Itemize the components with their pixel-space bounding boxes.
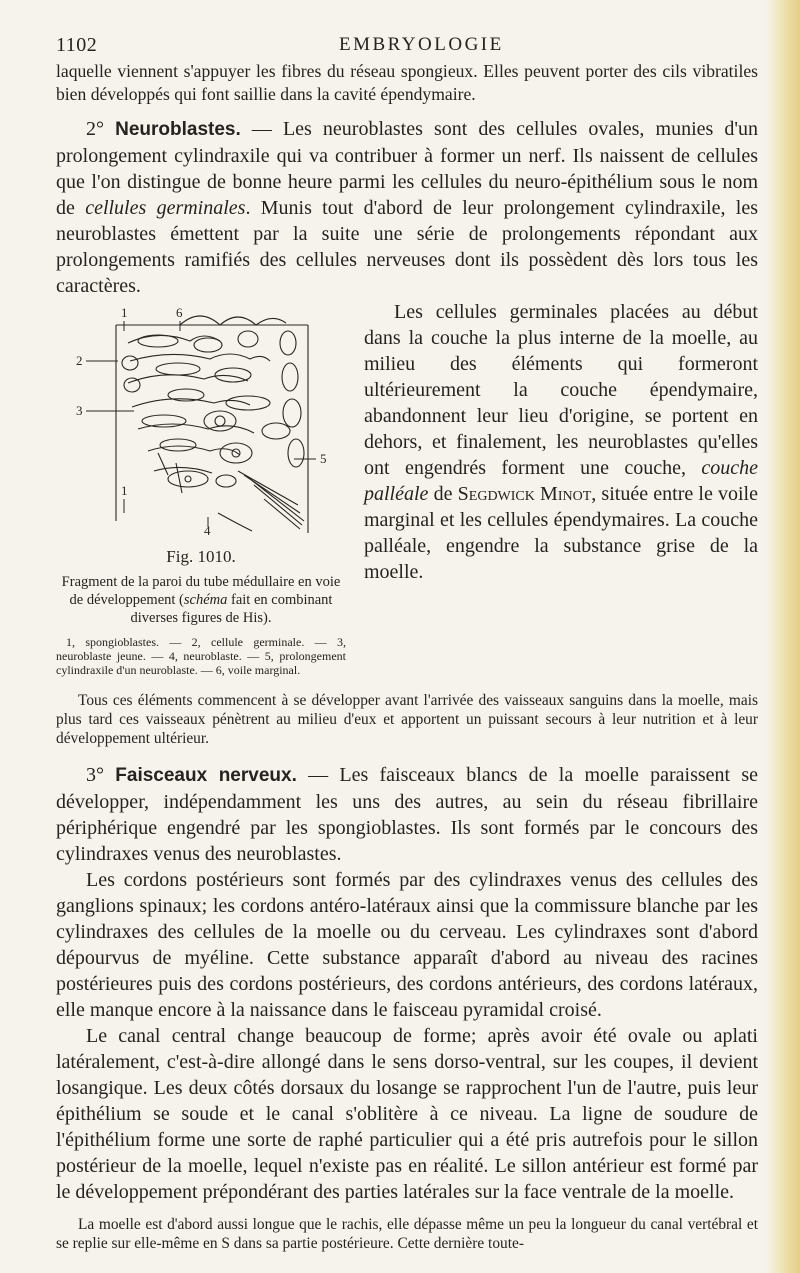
callout-3: 3: [76, 403, 83, 418]
figure-caption-em: schéma: [183, 592, 228, 608]
section2-number: 2°: [86, 118, 104, 140]
section3-para1-text: — Les faisceaux blancs de la moelle paraissent se développer, indépendamment les uns des autres, au sein du réseau fibrillaire périphérique engendré par les spongioblastes. Ils sont formés par le concours des cylindraxes venus des neuroblastes.: [56, 764, 759, 865]
section2-title: Neuroblastes.: [115, 119, 241, 140]
section3-para2: Les cordons postérieurs sont formés par des cylindraxes venus des cellules des ganglions spinaux; les cordons antéro-latéraux ainsi que la commissure blanche par les cylindraxes des cellules de la moelle ou du cerveau. Les cylindraxes sont d'abord dépourvus de myéline. Cette substance apparaît d'abord au niveau des racines postérieures puis des cordons postérieurs, des cordons antérieurs, des cordons latéraux, elle manque encore à la naissance dans le faisceau pyramidal croisé.: [56, 869, 758, 1021]
figure-label: Fig. 1010.: [166, 547, 236, 566]
callout-1-bottom: 1: [121, 483, 128, 498]
page-header: [56, 0, 758, 60]
figure-caption-end: fait en combinant diverses figures de His).: [130, 592, 333, 626]
section2-para2-mid: de: [428, 483, 458, 505]
section2-para1: [56, 116, 758, 299]
callout-2: 2: [76, 353, 83, 368]
figure-caption-start: Fragment de la paroi du tube médullaire en voie de développement (: [61, 574, 341, 608]
small-paragraph: Tous ces éléments commencent à se développer avant l'arrivée des vaisseaux sanguins dans la moelle, mais plus tard ces vaisseaux pénètrent au milieu d'eux et apportent un puissant secours à leur nutrition et à leur développement ultérieur.: [56, 692, 758, 747]
callout-4: 4: [204, 523, 211, 538]
section2-para1-text: — Les neuroblastes sont des cellules ovales, munies d'un prolongement cylindraxile qui va contribuer à former un nerf. Ils naissent de cellules que l'on distingue de bonne heure parmi les cellules du neuro-épithélium sous le nom de: [56, 118, 758, 219]
author-name: Segdwick Minot: [457, 483, 592, 505]
section2-em-term: cellules germinales: [85, 197, 246, 219]
final-small-paragraph: La moelle est d'abord aussi longue que le rachis, elle dépasse même un peu la longueur du canal vertébral et se replie sur elle-même en S dans sa partie postérieure. Cette dernière toute-: [56, 1216, 758, 1252]
intro-paragraph: laquelle viennent s'appuyer les fibres du réseau spongieux. Elles peuvent porter des cils vibratiles bien développés qui font saillie dans la cavité épendymaire.: [56, 61, 758, 104]
section2-para1-end: . Munis tout d'abord de leur prolongement cylindraxile, les neuroblastes émettent par la suite une série de prolongements répondant aux prolongements ramifiés des cellules nerveuses dont ils possèdent dès lors tous les caractères.: [56, 197, 758, 297]
running-title: EMBRYOLOGIE: [339, 34, 504, 55]
section3-para3: Le canal central change beaucoup de forme; après avoir été ovale ou aplati latéralement, c'est-à-dire allongé dans le sens dorso-ventral, sur les coupes, il devient losangique. Les deux côtés dorsaux du losange se rapprochent l'un de l'autre, puis leur épithélium se soude et le canal s'oblitère à ce niveau. La ligne de soudure de l'épithélium forme une sorte de raphé particulier qui a été pris autrefois pour le sillon postérieur de la moelle, lequel n'existe pas en réalité. Le sillon antérieur est formé par le développement prépondérant des parties latérales sur la face ventrale de la moelle.: [56, 1025, 758, 1203]
section3-para1: [56, 762, 758, 867]
couche-palleale-term: couche palléale: [364, 457, 758, 505]
figure-caption: [56, 573, 346, 627]
section2-para2-end: , située entre le voile marginal et les cellules épendymaires. La couche palléale, engendre la substance grise de la moelle.: [364, 483, 758, 583]
callout-5: 5: [320, 451, 327, 466]
section2-para2-start: Les cellules germinales placées au début dans la couche la plus interne de la moelle, au milieu des éléments qui formeront ultérieurement la couche épendymaire, abandonnent leur lieu d'origine, se portent en dehors, et finalement, les neuroblastes qu'elles ont engendrés forment une couche,: [364, 301, 758, 479]
page-number: 1102: [56, 34, 98, 56]
section3-title: Faisceaux nerveux.: [115, 765, 297, 786]
callout-6: 6: [176, 305, 183, 320]
book-page: [56, 0, 758, 1253]
figure-1010: [56, 303, 346, 677]
neural-tube-diagram: [58, 303, 334, 545]
page-edge: [766, 0, 800, 1273]
figure-legend: 1, spongioblastes. — 2, cellule germinale. — 3, neuroblaste jeune. — 4, neuroblaste. — 5, prolongement cylindraxile d'un neuroblaste. — 6, voile marginal.: [56, 635, 346, 677]
section3-number: 3°: [86, 764, 104, 786]
callout-1-top: 1: [121, 305, 128, 320]
